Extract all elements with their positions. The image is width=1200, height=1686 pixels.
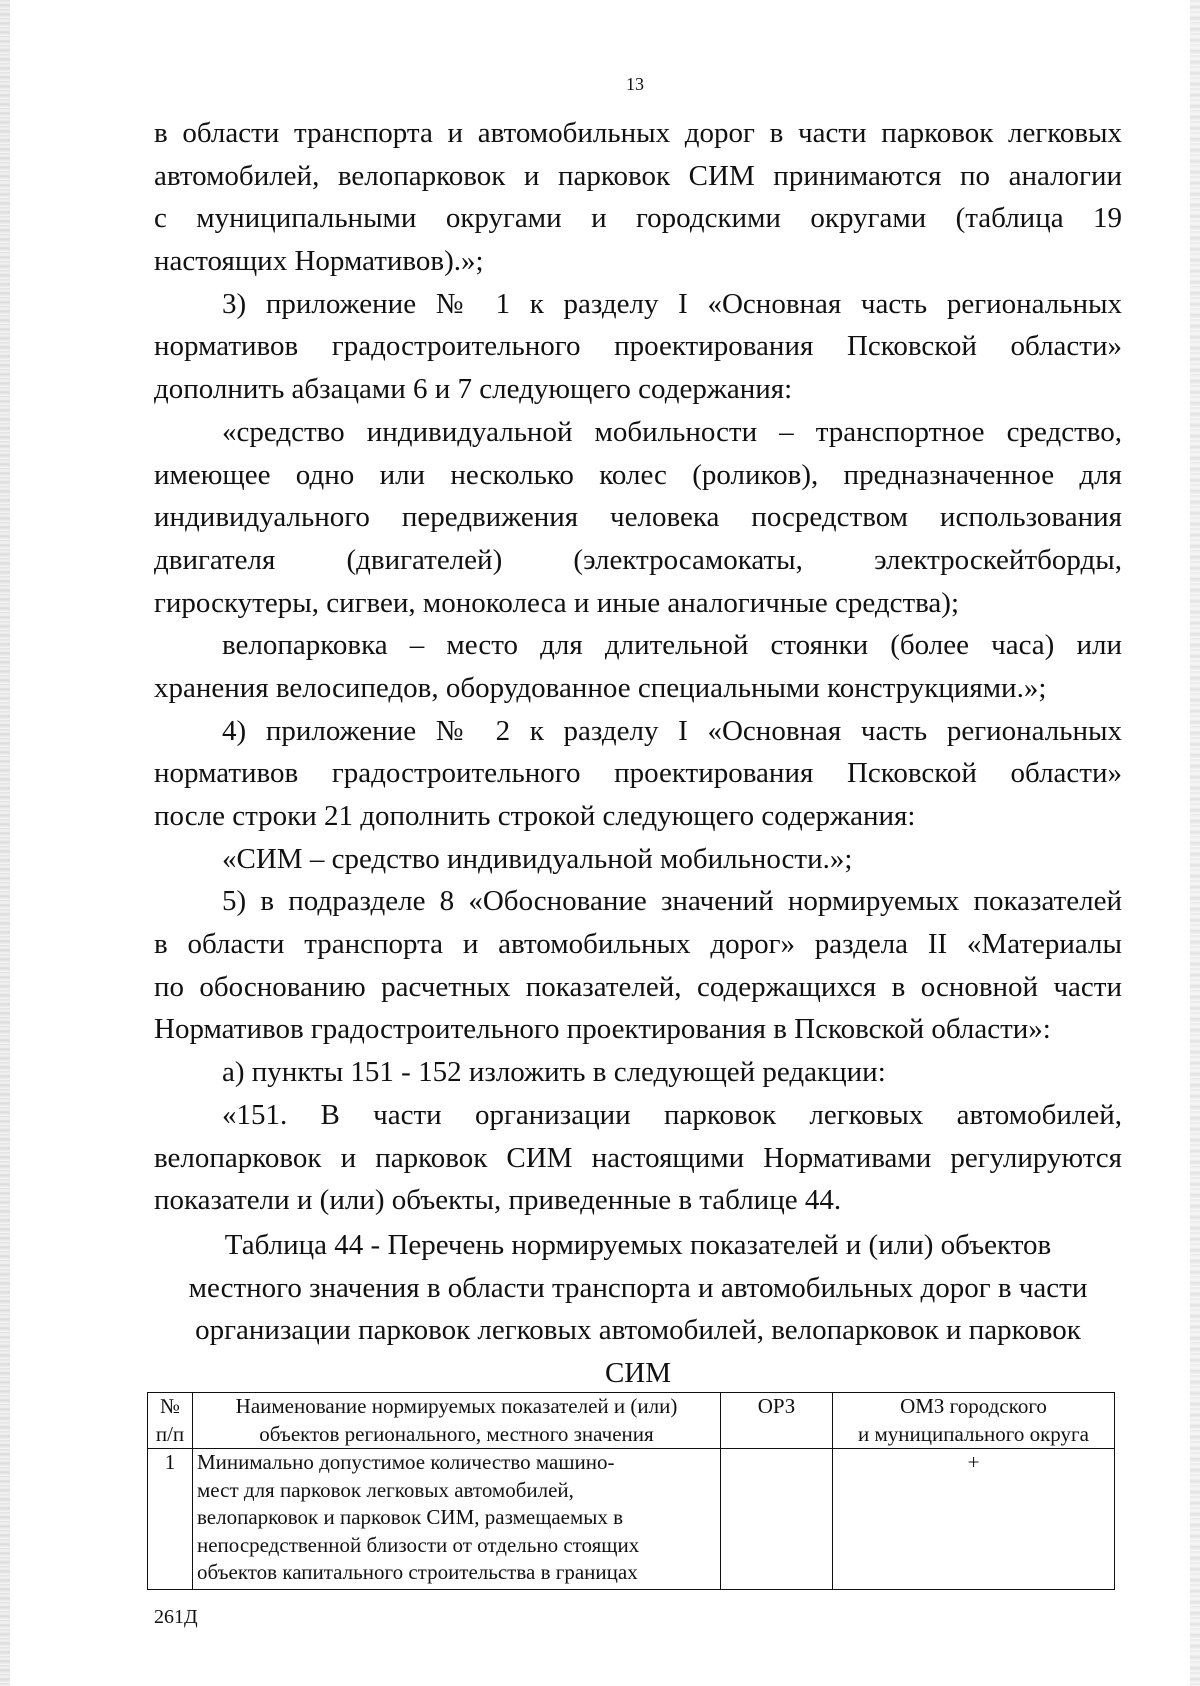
page-number: 13 [626,74,644,94]
row-name-line: объектов капитального строительства в границах [197,1560,638,1584]
caption-line: СИМ [604,1356,672,1389]
body-line: «СИМ – средство индивидуальной мобильности.»; [222,842,853,875]
table-header-row [148,1393,1115,1449]
header-omz-line: и муниципального округа [858,1421,1089,1446]
body-line: хранения велосипедов, оборудованное специальными конструкциями.»; [154,671,1047,704]
body-line: гироскутеры, сигвеи, моноколеса и иные аналогичные средства); [154,586,960,619]
body-line: в области транспорта и автомобильных дорог в части парковок легковых [154,117,1122,149]
row-name-line: непосредственной близости от отдельно стоящих [197,1532,640,1557]
row-omz-cell: + [833,1449,1115,1590]
row-name-line: Минимально допустимое количество машино- [197,1450,615,1474]
body-line: настоящих Нормативов).»; [154,245,484,278]
header-name-cell [193,1393,721,1449]
row-num-cell: 1 [148,1449,193,1590]
body-line: в области транспорта и автомобильных дорог» раздела II «Материалы [154,928,1122,961]
row-name-line: велопарковок и парковок СИМ, размещаемых в [197,1505,624,1529]
header-num-line: № [159,1394,181,1418]
caption-line: Таблица 44 - Перечень нормируемых показателей и (или) объектов [224,1229,1052,1261]
scan-edge-right [1190,0,1200,1686]
body-line: с муниципальными округами и городскими округами (таблица 19 [154,202,1122,235]
header-name-line: Наименование нормируемых показателей и (или) [235,1394,678,1418]
header-omz-cell [833,1393,1115,1449]
row-name-line: мест для парковок легковых автомобилей, [197,1477,574,1502]
body-line: автомобилей, велопарковок и парковок СИМ принимаются по аналогии [154,159,1122,192]
body-line: показатели и (или) объекты, приведенные в таблице 44. [154,1184,842,1217]
body-line: 3) приложение № 1 к разделу I «Основная часть региональных [222,287,1122,320]
body-line: 4) приложение № 2 к разделу I «Основная часть региональных [222,714,1122,747]
table-caption [154,1224,1122,1394]
body-line: 5) в подразделе 8 «Обоснование значений нормируемых показателей [222,885,1122,918]
table-row [148,1449,1115,1590]
body-line: нормативов градостроительного проектирования Псковской области» [154,330,1122,363]
body-line: дополнить абзацами 6 и 7 следующего содержания: [154,373,793,406]
scan-edge-left [0,0,10,1686]
row-name-cell [193,1449,721,1590]
indicators-table [147,1392,1115,1590]
body-line: велопарковок и парковок СИМ настоящими Нормативами регулируются [154,1141,1122,1174]
document-code: 261Д [154,1606,198,1628]
body-line: после строки 21 дополнить строкой следующего содержания: [154,800,916,832]
header-num-cell [148,1393,193,1449]
body-line: Нормативов градостроительного проектирования в Псковской области»: [154,1013,1051,1046]
body-line: имеющее одно или несколько колес (роликов), предназначенное для [154,458,1122,491]
body-line: «средство индивидуальной мобильности – транспортное средство, [222,415,1122,448]
body-line: по обоснованию расчетных показателей, содержащихся в основной части [154,970,1122,1003]
header-name-line: объектов регионального, местного значения [259,1421,654,1446]
body-line: «151. В части организации парковок легковых автомобилей, [222,1098,1122,1131]
header-orz-cell: ОРЗ [721,1393,833,1449]
body-line: велопарковка – место для длительной стоянки (более часа) или [222,629,1122,662]
body-text [154,112,1122,1222]
body-line: индивидуального передвижения человека посредством использования [154,501,1122,534]
header-omz-line: ОМЗ городского [900,1394,1047,1418]
body-line: а) пункты 151 - 152 изложить в следующей редакции: [222,1056,886,1089]
row-orz-cell [721,1449,833,1590]
caption-line: организации парковок легковых автомобилей, велопарковок и парковок [195,1314,1081,1346]
caption-line: местного значения в области транспорта и автомобильных дорог в части [188,1271,1088,1304]
body-line: двигателя (двигателей) (электросамокаты, электроскейтборды, [154,543,1122,576]
header-num-line: п/п [155,1421,185,1446]
body-line: нормативов градостроительного проектирования Псковской области» [154,757,1122,790]
